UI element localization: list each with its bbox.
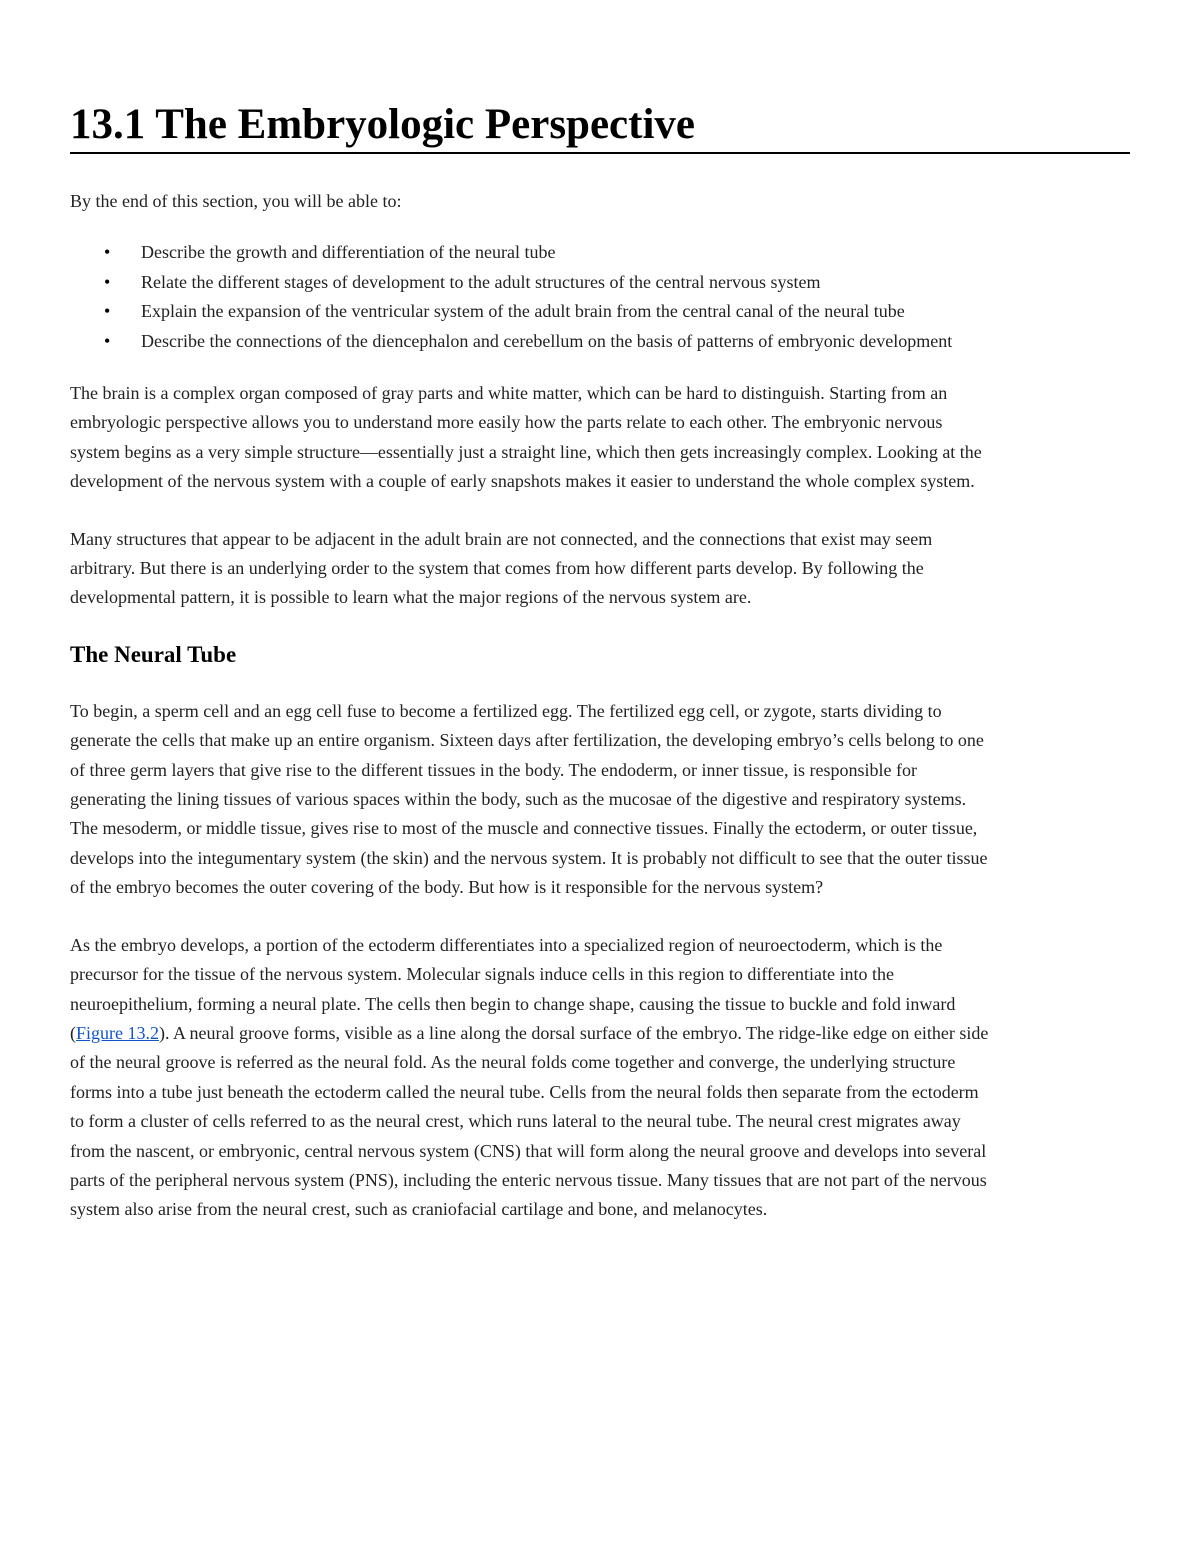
paragraph-line: developmental pattern, it is possible to learn what the major regions of the nervous system are. xyxy=(70,587,752,608)
paragraph-line: system begins as a very simple structure—essentially just a straight line, which then gets increasingly complex. Looking at the xyxy=(70,441,982,462)
paragraph-text: ). A neural groove forms, visible as a line along the dorsal surface of the embryo. The ridge-like edge on either side xyxy=(159,1022,989,1043)
objective-text: Relate the different stages of development to the adult structures of the central nervous system xyxy=(141,271,821,292)
paragraph-line: The brain is a complex organ composed of gray parts and white matter, which can be hard to distinguish. Starting from an xyxy=(70,383,948,403)
objective-text: Explain the expansion of the ventricular system of the adult brain from the central canal of the neural tube xyxy=(141,301,905,321)
document-page xyxy=(70,100,1130,1225)
paragraph-text: ( xyxy=(70,1022,76,1043)
paragraph-line: forms into a tube just beneath the ectoderm called the neural tube. Cells from the neural folds then separate from the ectoderm xyxy=(70,1081,979,1102)
bullet-icon: • xyxy=(104,301,111,321)
paragraph-neural-tube-formation xyxy=(70,931,1130,1225)
paragraph-line: develops into the integumentary system (the skin) and the nervous system. It is probably not difficult to see that the outer tissue xyxy=(70,847,988,868)
learning-objectives-list xyxy=(70,238,1130,356)
paragraph-line: Many structures that appear to be adjacent in the adult brain are not connected, and the connections that exist may seem xyxy=(70,528,933,549)
objective-text: Describe the growth and differentiation of the neural tube xyxy=(141,242,556,262)
list-item xyxy=(70,268,1130,298)
bullet-icon: • xyxy=(104,242,111,262)
paragraph-line: The mesoderm, or middle tissue, gives rise to most of the muscle and connective tissues. Finally the ectoderm, or outer tissue, xyxy=(70,818,978,839)
paragraph-line: embryologic perspective allows you to understand more easily how the parts relate to each other. The embryonic nervous xyxy=(70,412,943,433)
paragraph-line: precursor for the tissue of the nervous system. Molecular signals induce cells in this region to differentiate into the xyxy=(70,964,894,985)
paragraph-brain-overview xyxy=(70,379,1130,497)
objective-text: Describe the connections of the diencephalon and cerebellum on the basis of patterns of embryonic development xyxy=(141,330,953,351)
bullet-icon: • xyxy=(104,330,111,351)
paragraph-germ-layers xyxy=(70,697,1130,903)
paragraph-structures xyxy=(70,525,1130,613)
intro-text: By the end of this section, you will be able to: xyxy=(70,191,402,211)
paragraph-line: to form a cluster of cells referred to as the neural crest, which runs lateral to the neural tube. The neural crest migrates away xyxy=(70,1111,961,1132)
paragraph-line: system also arise from the neural crest, such as craniofacial cartilage and bone, and melanocytes. xyxy=(70,1199,768,1220)
paragraph-line: generate the cells that make up an entire organism. Sixteen days after fertilization, the developing embryo’s cells belong to one xyxy=(70,730,984,751)
paragraph-line: development of the nervous system with a couple of early snapshots makes it easier to understand the whole complex system. xyxy=(70,471,975,492)
paragraph-line: of three germ layers that give rise to the different tissues in the body. The endoderm, or inner tissue, is responsible for xyxy=(70,759,917,780)
paragraph-line: of the embryo becomes the outer covering of the body. But how is it responsible for the nervous system? xyxy=(70,877,824,898)
list-item xyxy=(70,327,1130,357)
paragraph-line-with-link xyxy=(70,1019,1130,1048)
paragraph-line: of the neural groove is referred as the neural fold. As the neural folds come together and converge, the underlying structure xyxy=(70,1052,956,1073)
section-heading: The Neural Tube xyxy=(70,641,237,667)
paragraph-line: parts of the peripheral nervous system (PNS), including the enteric nervous tissue. Many tissues that are not part of the nervous xyxy=(70,1169,987,1190)
list-item xyxy=(70,238,1130,268)
paragraph-line: To begin, a sperm cell and an egg cell fuse to become a fertilized egg. The fertilized egg cell, or zygote, starts dividing to xyxy=(70,700,942,721)
page-title: 13.1 The Embryologic Perspective xyxy=(70,100,1130,154)
paragraph-line: from the nascent, or embryonic, central nervous system (CNS) that will form along the neural groove and develops into several xyxy=(70,1140,987,1161)
paragraph-line: As the embryo develops, a portion of the ectoderm differentiates into a specialized region of neuroectoderm, which is the xyxy=(70,934,943,955)
paragraph-line: generating the lining tissues of various spaces within the body, such as the mucosae of the digestive and respiratory systems. xyxy=(70,789,967,810)
bullet-icon: • xyxy=(104,271,111,292)
list-item xyxy=(70,297,1130,327)
paragraph-line: arbitrary. But there is an underlying order to the system that comes from how different parts develop. By following the xyxy=(70,558,924,579)
figure-13-2-link[interactable]: Figure 13.2 xyxy=(76,1022,159,1043)
paragraph-line: neuroepithelium, forming a neural plate. The cells then begin to change shape, causing the tissue to buckle and fold inward xyxy=(70,993,956,1014)
